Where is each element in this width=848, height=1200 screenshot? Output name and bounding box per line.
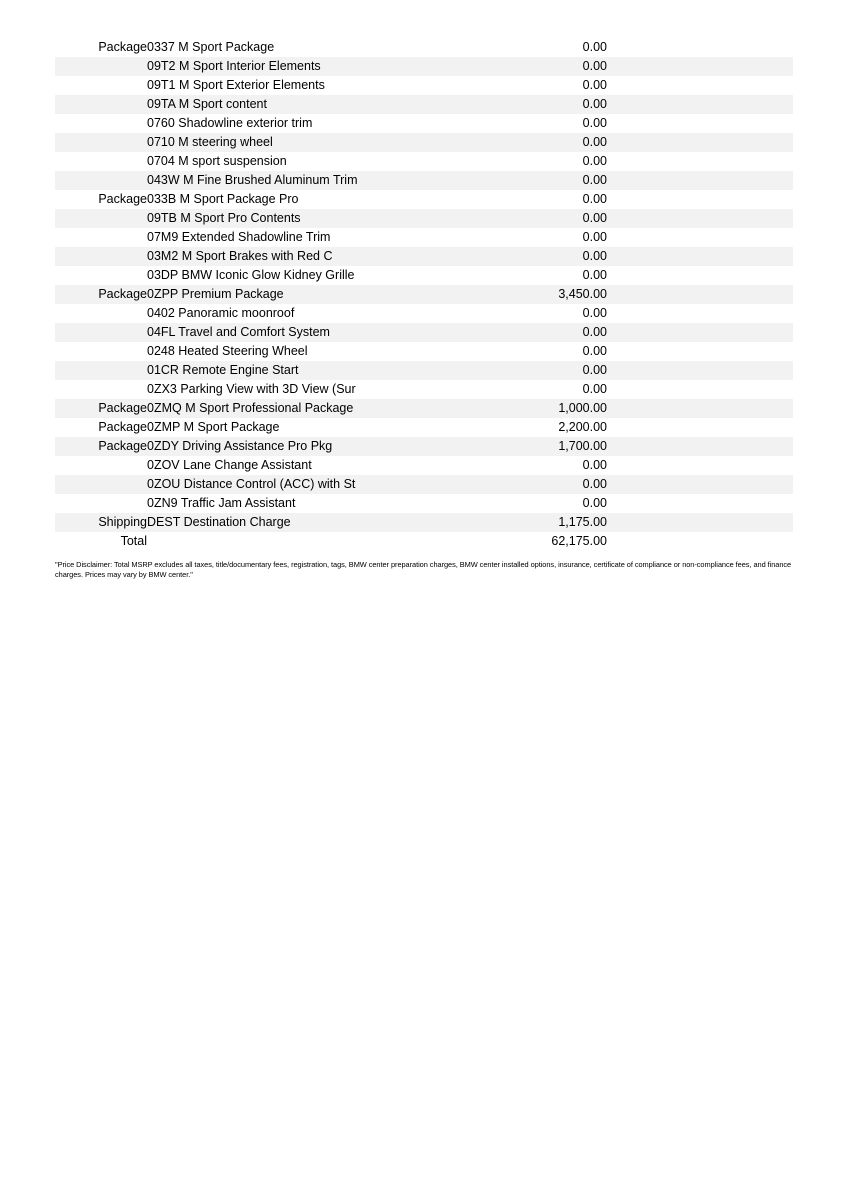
row-spacer-cell (607, 152, 793, 171)
row-description-cell: 033B M Sport Package Pro (147, 192, 299, 206)
row-type-cell (55, 133, 147, 152)
row-price-cell: 0.00 (477, 209, 607, 228)
price-disclaimer: "Price Disclaimer: Total MSRP excludes all taxes, title/documentary fees, registration, tags, BMW center preparation charges, BMW center installed options, insurance, certificate of compliance or non-compliance fees, and finance charges. Prices may vary by BMW center." (55, 560, 792, 579)
row-price-cell: 0.00 (477, 171, 607, 190)
row-price-cell: 0.00 (477, 247, 607, 266)
row-spacer-cell (607, 304, 793, 323)
table-row (55, 38, 793, 57)
row-price-cell: 0.00 (477, 475, 607, 494)
table-row (55, 95, 793, 114)
table-row (55, 380, 793, 399)
row-spacer-cell (607, 171, 793, 190)
row-description-cell: 0337 M Sport Package (147, 40, 275, 54)
row-type-cell: Package (55, 399, 147, 418)
row-price-cell: 0.00 (582, 382, 607, 396)
row-price-cell: 0.00 (582, 192, 607, 206)
row-description-cell: 0ZPP Premium Package (147, 285, 477, 304)
row-description-cell: 0710 M steering wheel (147, 133, 477, 152)
table-row (55, 342, 793, 361)
row-spacer-cell (607, 228, 793, 247)
table-row (55, 399, 793, 418)
row-price-cell: 1,700.00 (477, 437, 607, 456)
row-type-cell (55, 152, 147, 171)
row-spacer-cell (607, 380, 793, 399)
row-spacer-cell (607, 342, 793, 361)
row-description-cell: 03M2 M Sport Brakes with Red C (147, 247, 477, 266)
row-spacer-cell (607, 57, 793, 76)
row-type-cell (55, 95, 147, 114)
table-row (55, 304, 793, 323)
row-spacer-cell (607, 133, 793, 152)
row-spacer-cell (607, 323, 793, 342)
table-row (55, 475, 793, 494)
row-description-cell: 0ZMQ M Sport Professional Package (147, 399, 477, 418)
row-price-cell: 0.00 (582, 496, 607, 510)
row-type-cell: Package (98, 192, 147, 206)
table-row (55, 323, 793, 342)
row-type-cell: Package (55, 285, 147, 304)
row-spacer-cell (607, 513, 793, 532)
row-type-cell: Package (98, 40, 147, 54)
row-spacer-cell (607, 95, 793, 114)
row-type-cell (55, 57, 147, 76)
row-description-cell: 09TA M Sport content (147, 95, 477, 114)
row-spacer-cell (607, 285, 793, 304)
row-type-cell (55, 361, 147, 380)
row-price-cell: 0.00 (582, 344, 607, 358)
row-description-cell (147, 532, 477, 551)
row-price-cell: 0.00 (582, 268, 607, 282)
row-price-cell: 0.00 (477, 95, 607, 114)
table-row (55, 285, 793, 304)
row-price-cell: 0.00 (582, 154, 607, 168)
row-type-cell (55, 228, 147, 247)
table-row (55, 361, 793, 380)
row-type-cell (55, 494, 147, 513)
row-description-cell: 0760 Shadowline exterior trim (147, 116, 313, 130)
row-spacer-cell (607, 494, 793, 513)
row-type-cell (55, 76, 147, 95)
row-type-cell (55, 342, 147, 361)
row-price-cell: 0.00 (477, 323, 607, 342)
row-spacer-cell (607, 418, 793, 437)
row-spacer-cell (607, 475, 793, 494)
row-description-cell: 0ZOV Lane Change Assistant (147, 458, 312, 472)
row-description-cell: 0ZN9 Traffic Jam Assistant (147, 496, 296, 510)
table-row (55, 114, 793, 133)
row-type-cell: Package (55, 437, 147, 456)
row-price-cell: 3,450.00 (477, 285, 607, 304)
table-row (55, 513, 793, 532)
row-spacer-cell (607, 437, 793, 456)
row-type-cell (55, 171, 147, 190)
row-type-cell (55, 380, 147, 399)
table-row (55, 456, 793, 475)
row-description-cell: 09T1 M Sport Exterior Elements (147, 78, 325, 92)
row-description-cell: 0ZDY Driving Assistance Pro Pkg (147, 437, 477, 456)
row-type-cell (55, 247, 147, 266)
row-price-cell: 0.00 (582, 458, 607, 472)
table-row (55, 76, 793, 95)
table-row (55, 266, 793, 285)
row-spacer-cell (607, 114, 793, 133)
table-row (55, 437, 793, 456)
table-row (55, 190, 793, 209)
table-row (55, 228, 793, 247)
table-row (55, 418, 793, 437)
row-spacer-cell (607, 361, 793, 380)
row-type-cell: Package (98, 420, 147, 434)
row-type-cell (55, 266, 147, 285)
row-price-cell: 0.00 (582, 230, 607, 244)
row-price-cell: 0.00 (582, 40, 607, 54)
row-description-cell: 07M9 Extended Shadowline Trim (147, 230, 331, 244)
row-spacer-cell (607, 399, 793, 418)
row-spacer-cell (607, 209, 793, 228)
row-spacer-cell (607, 38, 793, 57)
row-price-cell: 0.00 (582, 78, 607, 92)
row-type-cell (55, 209, 147, 228)
table-row (55, 171, 793, 190)
row-description-cell: 04FL Travel and Comfort System (147, 323, 477, 342)
row-price-cell: 0.00 (582, 116, 607, 130)
table-row (55, 247, 793, 266)
row-spacer-cell (607, 76, 793, 95)
row-type-cell (55, 323, 147, 342)
row-price-cell: 0.00 (477, 57, 607, 76)
row-spacer-cell (607, 247, 793, 266)
row-price-cell: 1,000.00 (477, 399, 607, 418)
row-type-cell (55, 304, 147, 323)
pricing-table-body (55, 38, 793, 551)
row-description-cell: DEST Destination Charge (147, 513, 477, 532)
table-row (55, 494, 793, 513)
table-row (55, 209, 793, 228)
row-price-cell: 1,175.00 (477, 513, 607, 532)
row-type-cell (55, 475, 147, 494)
row-price-cell: 62,175.00 (551, 534, 607, 548)
table-row (55, 152, 793, 171)
row-description-cell: 0ZMP M Sport Package (147, 420, 280, 434)
table-row (55, 133, 793, 152)
row-type-cell: Total (120, 534, 147, 548)
row-spacer-cell (607, 532, 793, 551)
row-type-cell (55, 114, 147, 133)
row-description-cell: 0ZX3 Parking View with 3D View (Sur (147, 382, 356, 396)
row-description-cell: 0248 Heated Steering Wheel (147, 344, 308, 358)
row-spacer-cell (607, 190, 793, 209)
row-description-cell: 0704 M sport suspension (147, 154, 287, 168)
row-description-cell: 03DP BMW Iconic Glow Kidney Grille (147, 268, 355, 282)
table-row (55, 532, 793, 551)
row-description-cell: 043W M Fine Brushed Aluminum Trim (147, 171, 477, 190)
row-price-cell: 2,200.00 (558, 420, 607, 434)
row-description-cell: 01CR Remote Engine Start (147, 361, 477, 380)
row-spacer-cell (607, 266, 793, 285)
pricing-table (55, 38, 793, 551)
row-description-cell: 0402 Panoramic moonroof (147, 306, 295, 320)
row-price-cell: 0.00 (582, 306, 607, 320)
row-description-cell: 09TB M Sport Pro Contents (147, 209, 477, 228)
table-row (55, 57, 793, 76)
row-description-cell: 0ZOU Distance Control (ACC) with St (147, 475, 477, 494)
row-type-cell (55, 456, 147, 475)
row-price-cell: 0.00 (477, 133, 607, 152)
row-type-cell: Shipping (55, 513, 147, 532)
row-description-cell: 09T2 M Sport Interior Elements (147, 57, 477, 76)
row-spacer-cell (607, 456, 793, 475)
row-price-cell: 0.00 (477, 361, 607, 380)
